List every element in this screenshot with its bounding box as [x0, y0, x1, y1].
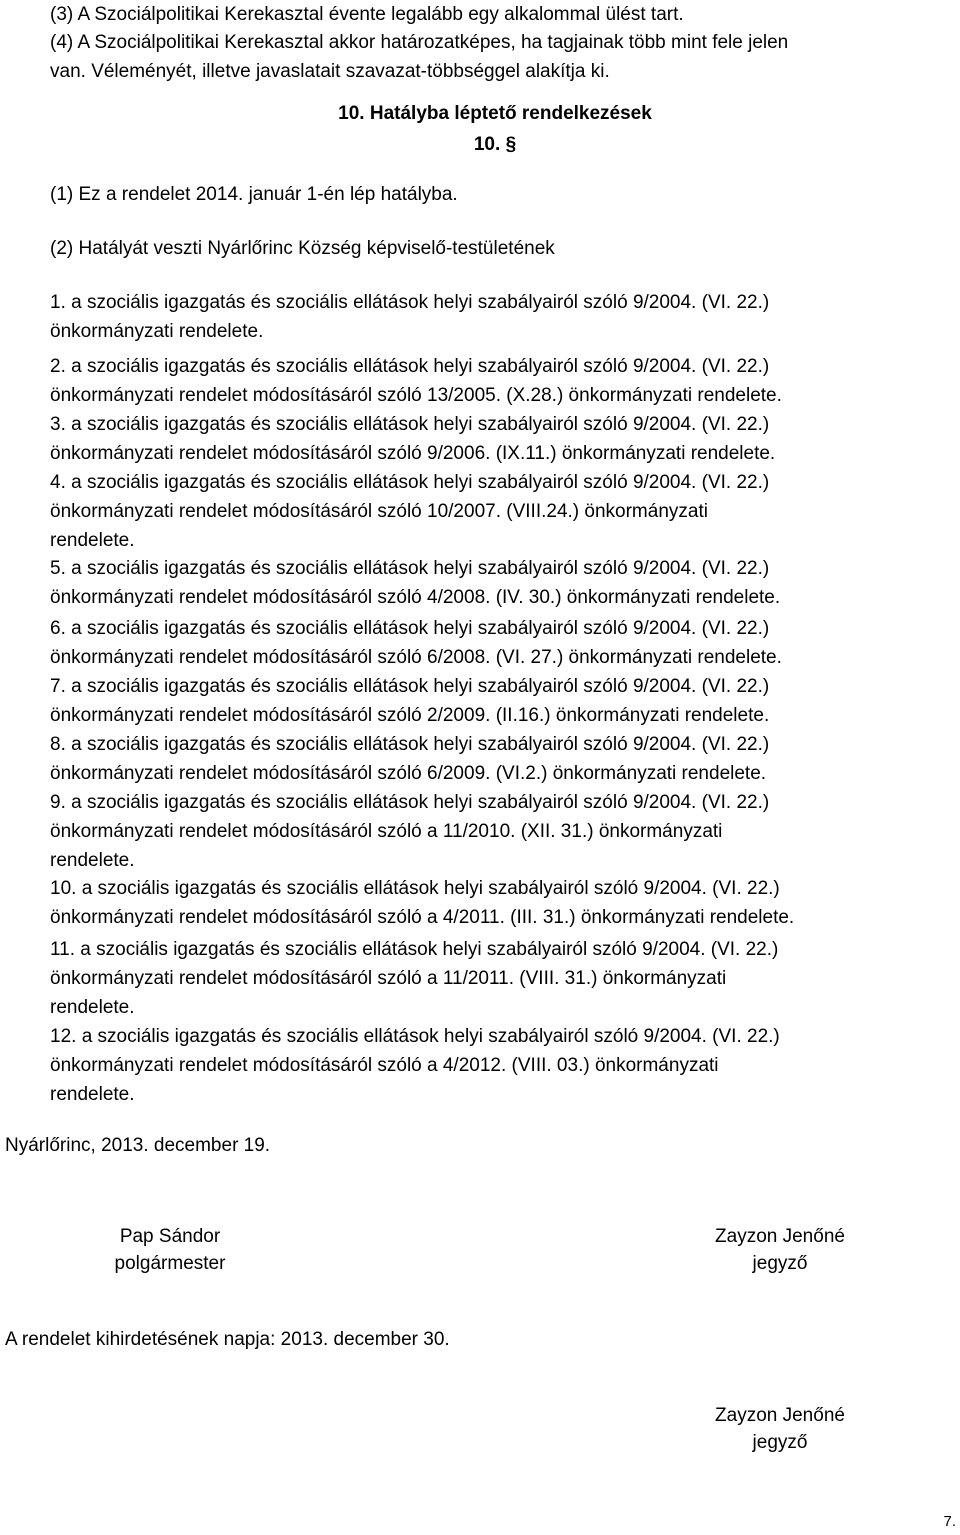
repealed-item [50, 288, 950, 346]
signer-name: Pap Sándor [119, 1226, 221, 1247]
item-line: 11. a szociális igazgatás és szociális ellátások helyi szabályairól szóló 9/2004. (VI. 22.) [50, 939, 779, 960]
item-line: önkormányzati rendelet módosításáról szóló 6/2008. (VI. 27.) önkormányzati rendelete. [50, 647, 782, 668]
repealed-item [50, 614, 950, 672]
item-line: önkormányzati rendelete. [50, 321, 264, 342]
repealed-item [50, 352, 950, 410]
item-line: 9. a szociális igazgatás és szociális ellátások helyi szabályairól szóló 9/2004. (VI. 22.) [50, 792, 770, 813]
signature-mayor [100, 1223, 240, 1277]
repealed-item [50, 788, 950, 875]
item-line: rendelete. [50, 850, 135, 871]
item-line: önkormányzati rendelet módosításáról szóló 4/2008. (IV. 30.) önkormányzati rendelete. [50, 587, 781, 608]
signature-notary [690, 1223, 870, 1277]
item-line: rendelete. [50, 530, 135, 551]
signer-title: jegyző [752, 1253, 808, 1274]
repealed-item [50, 730, 950, 788]
signer-name: Zayzon Jenőné [715, 1405, 845, 1426]
paragraph-3: (3) A Szociálpolitikai Kerekasztal évente legalább egy alkalommal ülést tart. [50, 4, 684, 25]
paragraph-4-line-2: van. Véleményét, illetve javaslatait szavazat-többséggel alakítja ki. [50, 61, 610, 82]
item-line: 5. a szociális igazgatás és szociális ellátások helyi szabályairól szóló 9/2004. (VI. 22.) [50, 558, 770, 579]
repealed-item [50, 672, 950, 730]
repealed-item [50, 468, 950, 555]
item-line: 12. a szociális igazgatás és szociális ellátások helyi szabályairól szóló 9/2004. (VI. 22.) [50, 1026, 780, 1047]
item-line: önkormányzati rendelet módosításáról szóló a 11/2010. (XII. 31.) önkormányzati [50, 821, 723, 842]
promulgation-date: A rendelet kihirdetésének napja: 2013. december 30. [5, 1329, 450, 1350]
signature-notary-promulgation [690, 1402, 870, 1456]
item-line: 4. a szociális igazgatás és szociális ellátások helyi szabályairól szóló 9/2004. (VI. 22.) [50, 472, 770, 493]
section-symbol: § [505, 134, 517, 155]
item-line: 6. a szociális igazgatás és szociális ellátások helyi szabályairól szóló 9/2004. (VI. 22.) [50, 618, 770, 639]
item-line: 10. a szociális igazgatás és szociális ellátások helyi szabályairól szóló 9/2004. (VI. 22.) [50, 878, 780, 899]
item-line: 7. a szociális igazgatás és szociális ellátások helyi szabályairól szóló 9/2004. (VI. 22.) [50, 676, 770, 697]
item-line: 2. a szociális igazgatás és szociális ellátások helyi szabályairól szóló 9/2004. (VI. 22.) [50, 356, 770, 377]
item-line: önkormányzati rendelet módosításáról szóló 6/2009. (VI.2.) önkormányzati rendelete. [50, 763, 767, 784]
item-line: önkormányzati rendelet módosításáról szóló a 4/2011. (III. 31.) önkormányzati rendelete. [50, 907, 795, 928]
item-line: 8. a szociális igazgatás és szociális ellátások helyi szabályairól szóló 9/2004. (VI. 22.) [50, 734, 770, 755]
paragraph-number-text: 10. [473, 134, 501, 155]
paragraph-4-line-1: (4) A Szociálpolitikai Kerekasztal akkor határozatképes, ha tagjainak több mint fele jelen [50, 32, 789, 53]
provision-1: (1) Ez a rendelet 2014. január 1-én lép hatályba. [50, 184, 458, 205]
item-line: 3. a szociális igazgatás és szociális ellátások helyi szabályairól szóló 9/2004. (VI. 22.) [50, 414, 770, 435]
item-line: önkormányzati rendelet módosításáról szóló a 11/2011. (VIII. 31.) önkormányzati [50, 968, 727, 989]
item-line: rendelete. [50, 1084, 135, 1105]
signer-name: Zayzon Jenőné [715, 1226, 845, 1247]
section-heading: 10. Hatályba léptető rendelkezések [338, 103, 652, 124]
repealed-item [50, 935, 950, 1022]
repealed-item [50, 554, 950, 612]
provision-2: (2) Hatályát veszti Nyárlőrinc Község képviselő-testületének [50, 238, 555, 259]
repealed-item [50, 1022, 950, 1109]
item-line: önkormányzati rendelet módosításáról szóló 10/2007. (VIII.24.) önkormányzati [50, 501, 708, 522]
item-line: önkormányzati rendelet módosításáról szóló 2/2009. (II.16.) önkormányzati rendelete. [50, 705, 770, 726]
item-line: rendelete. [50, 997, 135, 1018]
page-number: 7. [943, 1513, 956, 1530]
item-line: önkormányzati rendelet módosításáról szóló 9/2006. (IX.11.) önkormányzati rendelete. [50, 443, 776, 464]
repealed-item [50, 874, 950, 932]
signer-title: polgármester [114, 1253, 226, 1274]
repealed-item [50, 410, 950, 468]
paragraph-number [0, 132, 960, 158]
signer-title: jegyző [752, 1432, 808, 1453]
item-line: önkormányzati rendelet módosításáról szóló a 4/2012. (VIII. 03.) önkormányzati [50, 1055, 719, 1076]
place-and-date: Nyárlőrinc, 2013. december 19. [5, 1135, 271, 1156]
item-line: önkormányzati rendelet módosításáról szóló 13/2005. (X.28.) önkormányzati rendelete. [50, 385, 782, 406]
item-line: 1. a szociális igazgatás és szociális ellátások helyi szabályairól szóló 9/2004. (VI. 22.) [50, 292, 770, 313]
